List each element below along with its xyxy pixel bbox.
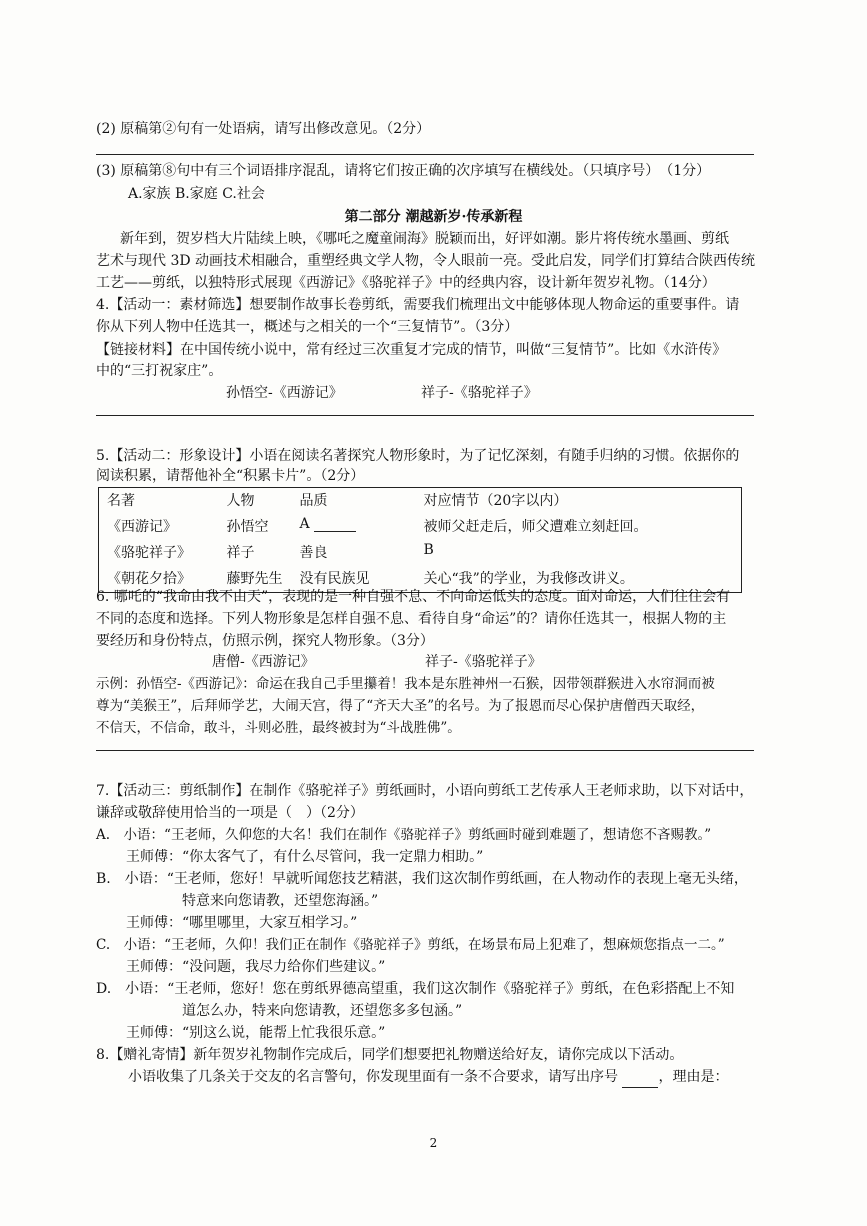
answer-blank[interactable] — [622, 1073, 658, 1088]
page-number: 2 — [429, 1136, 438, 1150]
table-header: 对应情节（20字以内） — [423, 493, 568, 509]
table-cell: 没有民族见 — [299, 571, 370, 587]
option-b-reply: 王师傅：“哪里哪里，大家互相学习。” — [126, 915, 358, 931]
table-row — [99, 514, 742, 540]
table-header-row — [99, 488, 742, 515]
question-8: 8.【赠礼寄情】新年贺岁礼物制作完成后，同学们想要把礼物赠送给好友，请你完成以下活动。 — [96, 1047, 684, 1063]
question-8-task — [128, 1067, 728, 1088]
table-cell: 《西游记》 — [107, 519, 177, 535]
question-6: 要经历和身份特点，仿照示例，探究人物形象。（3分） — [96, 633, 434, 649]
table-row — [99, 540, 742, 566]
answer-line — [96, 154, 754, 155]
option-b[interactable]: B. 小语：“王老师，您好！早就听闻您技艺精湛，我们这次制作剪纸画，在人物动作的表现上毫无头绪， — [96, 871, 748, 887]
question-6: 不同的态度和选择。下列人物形象是怎样自强不息、看待自身“命运”的？请你任选其一，根据人物的主 — [96, 611, 727, 627]
table-cell: 藤野先生 — [226, 571, 283, 587]
blank-label: A — [299, 516, 310, 532]
choice-option: 唐僧-《西游记》 — [212, 654, 315, 670]
fill-blank-b[interactable]: B — [423, 542, 434, 558]
option-c-reply: 王师傅：“没问题，我尽力给你们些建议。” — [126, 959, 386, 975]
intro-line: 新年到，贺岁档大片陆续上映，《哪吒之魔童闹海》脱颖而出，好评如潮。影片将传统水墨画、剪纸 — [120, 231, 729, 247]
option-d[interactable]: D. 小语：“王老师，您好！您在剪纸界德高望重，我们这次制作《骆驼祥子》剪纸，在色彩搭配上不知 — [96, 981, 735, 997]
table-cell: 《骆驼祥子》 — [107, 545, 191, 561]
question-4: 你从下列人物中任选其一，概述与之相关的一个“三复情节”。（3分） — [96, 319, 519, 335]
example-text: 尊为“美猴王”，后拜师学艺，大闹天宫，得了“齐天大圣”的名号。为了报恩而尽心保护唐僧西天取经， — [96, 698, 705, 714]
table-cell: 祥子 — [226, 545, 255, 561]
table-header: 人物 — [226, 493, 255, 509]
table-cell: 被师父赶走后，师父遭难立刻赶回。 — [423, 519, 648, 535]
intro-line: 艺术与现代 3D 动画技术相融合，重塑经典文学人物，令人眼前一亮。受此启发，同学们打算结合陕西传统 — [96, 253, 756, 269]
question-3: (3) 原稿第⑧句中有三个词语排序混乱，请将它们按正确的次序填写在横线处。（只填序号） （1分） — [96, 163, 711, 179]
fill-blank-a[interactable] — [292, 514, 416, 540]
table-cell: 善良 — [299, 545, 328, 561]
table-header: 名著 — [107, 493, 135, 509]
question-5: 5.【活动二：形象设计】小语在阅读名著探究人物形象时，为了记忆深刻，有随手归纳的习惯。依据你的 — [96, 448, 740, 464]
link-material: 中的“三打祝家庄”。 — [96, 363, 223, 379]
question-8-text: 小语收集了几条关于交友的名言警句，你发现里面有一条不合要求，请写出序号 — [128, 1069, 618, 1085]
part-title: 第二部分 潮越新岁·传承新程 — [344, 209, 523, 225]
question-2: (2) 原稿第②句有一处语病，请写出修改意见。（2分） — [96, 121, 431, 137]
question-7: 谦辞或敬辞使用恰当的一项是（ ）（2分） — [96, 805, 364, 821]
option-a-reply: 王师傅：“你太客气了，有什么尽管问，我一定鼎力相助。” — [126, 849, 484, 865]
option-a[interactable]: A. 小语：“王老师，久仰您的大名！我们在制作《骆驼祥子》剪纸画时碰到难题了，想请您不吝赐教。” — [96, 827, 712, 843]
option-d-reply: 王师傅：“别这么说，能帮上忙我很乐意。” — [126, 1025, 386, 1041]
table-cell: 《朝花夕拾》 — [107, 571, 191, 587]
question-6: 6. 哪吒的“我命由我不由天”，表现的是一种自强不息、不向命运低头的态度。面对命运，人们往往会有 — [96, 589, 731, 605]
table-cell: 孙悟空 — [226, 519, 269, 535]
option-b-cont: 特意来向您请教，还望您海涵。” — [182, 893, 379, 909]
choice-option: 孙悟空-《西游记》 — [226, 385, 343, 401]
example-text: 不信天，不信命，敢斗，斗则必胜，最终被封为“斗战胜佛”。 — [96, 720, 461, 736]
option-d-cont: 道怎么办，特来向您请教，还望您多多包涵。” — [182, 1003, 463, 1019]
question-8-tail: ，理由是： — [658, 1069, 729, 1085]
blank-line — [314, 517, 356, 532]
intro-line: 工艺——剪纸，以独特形式展现《西游记》《骆驼祥子》中的经典内容，设计新年贺岁礼物。（14分） — [96, 275, 716, 291]
table-cell: 关心“我”的学业，为我修改讲义。 — [423, 571, 634, 587]
table-header: 品质 — [299, 493, 328, 509]
question-4: 4.【活动一：素材筛选】想要制作故事长卷剪纸，需要我们梳理出文中能够体现人物命运的重要事件。请 — [96, 297, 740, 313]
choice-option: 祥子-《骆驼祥子》 — [425, 654, 542, 670]
answer-line — [96, 415, 754, 416]
link-material: 【链接材料】在中国传统小说中，常有经过三次重复才完成的情节，叫做“三复情节”。比如《水浒传》 — [96, 342, 727, 358]
option-c[interactable]: C. 小语：“王老师，久仰！我们正在制作《骆驼祥子》剪纸，在场景布局上犯难了，想麻烦您指点一二。” — [96, 937, 725, 953]
question-5: 阅读积累，请帮他补全“积累卡片”。（2分） — [96, 468, 365, 484]
choice-option: 祥子-《骆驼祥子》 — [421, 385, 538, 401]
question-7: 7.【活动三：剪纸制作】在制作《骆驼祥子》剪纸画时，小语向剪纸工艺传承人王老师求助，以下对话中， — [96, 783, 754, 799]
question-3-options: A.家族 B.家庭 C.社会 — [128, 186, 265, 202]
accumulation-card — [98, 487, 742, 593]
example-text: 示例：孙悟空-《西游记》：命运在我自己手里攥着！我本是东胜神州一石猴，因带领群猴进入水帘洞而被 — [96, 676, 715, 692]
answer-line — [96, 750, 754, 751]
